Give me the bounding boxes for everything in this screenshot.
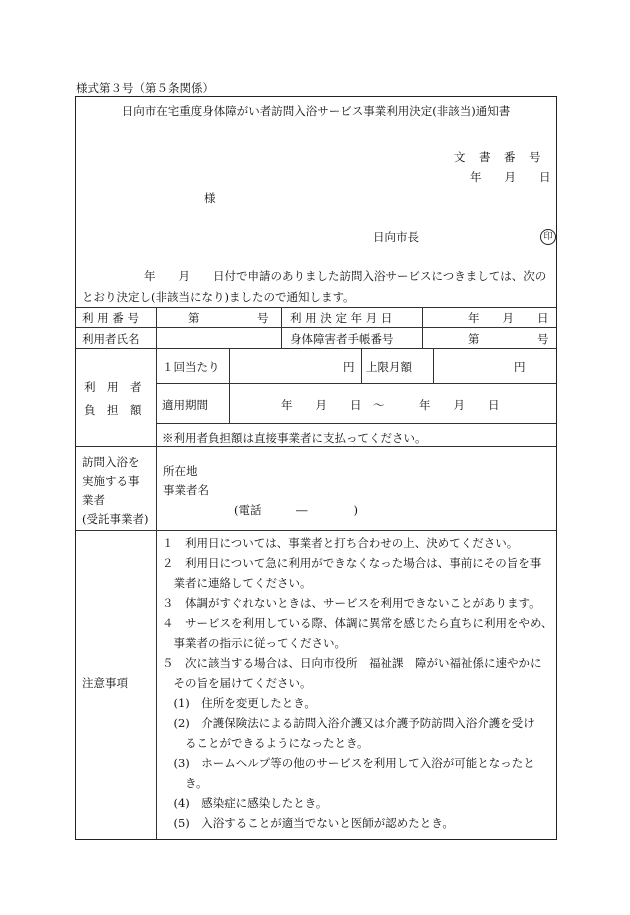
- note-line: ５ 次に該当する場合は、日向市役所 福祉課 障がい福祉係に速やかに: [162, 656, 542, 670]
- intro-line-2: とおり決定し(非該当になり)ましたので通知します。: [82, 290, 355, 304]
- note-line: (5) 入浴することが適当でないと医師が認めたとき。: [162, 816, 454, 830]
- handbook-number-value: 第 号: [468, 332, 549, 346]
- provider-label-1: 訪問入浴を: [82, 455, 140, 469]
- note-line: (4) 感染症に感染したとき。: [162, 796, 328, 810]
- provider-name-label: 事業者名: [163, 483, 209, 497]
- note-line: (2) 介護保険法による訪問入浴介護又は介護予防訪問入浴介護を受け: [162, 716, 535, 730]
- form-number-label: 様式第３号（第５条関係）: [76, 81, 214, 95]
- note-line: (3) ホームヘルプ等の他のサービスを利用して入浴が可能となったと: [162, 756, 535, 770]
- provider-label-2: 実施する事: [82, 474, 140, 488]
- monthly-cap-yen: 円: [514, 360, 526, 374]
- intro-line-1: 年 月 日付で申請のありました訪問入浴サービスにつきましては、次の: [144, 269, 547, 283]
- mayor-name: 日向市長: [373, 230, 419, 244]
- period-label: 適用期間: [162, 398, 208, 412]
- usage-number-label: 利 用 番 号: [82, 311, 139, 325]
- provider-phone: (電話 ― ): [234, 503, 358, 517]
- notes-label: 注意事項: [82, 676, 128, 690]
- usage-number-value: 第 号: [188, 311, 269, 325]
- provider-address-label: 所在地: [163, 464, 198, 478]
- note-line: (1) 住所を変更したとき。: [162, 696, 316, 710]
- monthly-cap-label: 上限月額: [366, 360, 412, 374]
- addressee-suffix: 様: [204, 191, 216, 205]
- per-time-label: １回当たり: [162, 360, 220, 374]
- period-value: 年 月 日 ～ 年 月 日: [281, 398, 500, 412]
- note-line: ３ 体調がすぐれないときは、サービスを利用できないことがあります。: [162, 596, 541, 610]
- per-time-yen: 円: [343, 360, 355, 374]
- issue-date: 年 月 日: [470, 170, 551, 184]
- note-line: 事業者の指示に従ってください。: [162, 636, 346, 650]
- note-line: その旨を届けてください。: [162, 676, 312, 690]
- decision-date-label: 利 用 決 定 年 月 日: [290, 311, 393, 325]
- note-line: ４ サービスを利用している際、体調に異常を感じたら直ちに利用をやめ、: [162, 616, 553, 630]
- provider-label-4: (受託事業者): [82, 512, 149, 526]
- notice-form: [75, 96, 557, 840]
- decision-date-value: 年 月 日: [468, 311, 549, 325]
- user-name-label: 利用者氏名: [82, 332, 140, 346]
- note-line: ２ 利用日について急に利用ができなくなった場合は、事前にその旨を事: [162, 556, 542, 570]
- seal-mark: 印: [540, 229, 556, 245]
- burden-label-1: 利 用 者: [84, 380, 142, 394]
- provider-label-3: 業者: [82, 493, 105, 507]
- burden-label-2: 負 担 額: [84, 403, 142, 417]
- handbook-number-label: 身体障害者手帳番号: [290, 332, 394, 346]
- note-line: １ 利用日については、事業者と打ち合わせの上、決めてください。: [162, 536, 519, 550]
- note-line: 業者に連絡してください。: [162, 576, 312, 590]
- document-title: 日向市在宅重度身体障がい者訪問入浴サービス事業利用決定(非該当)通知書: [121, 104, 511, 118]
- doc-number-label: 文 書 番 号: [454, 150, 542, 164]
- burden-note: ※利用者負担額は直接事業者に支払ってください。: [162, 431, 427, 445]
- note-line: ることができるようになったとき。: [162, 736, 369, 750]
- note-line: き。: [162, 776, 208, 790]
